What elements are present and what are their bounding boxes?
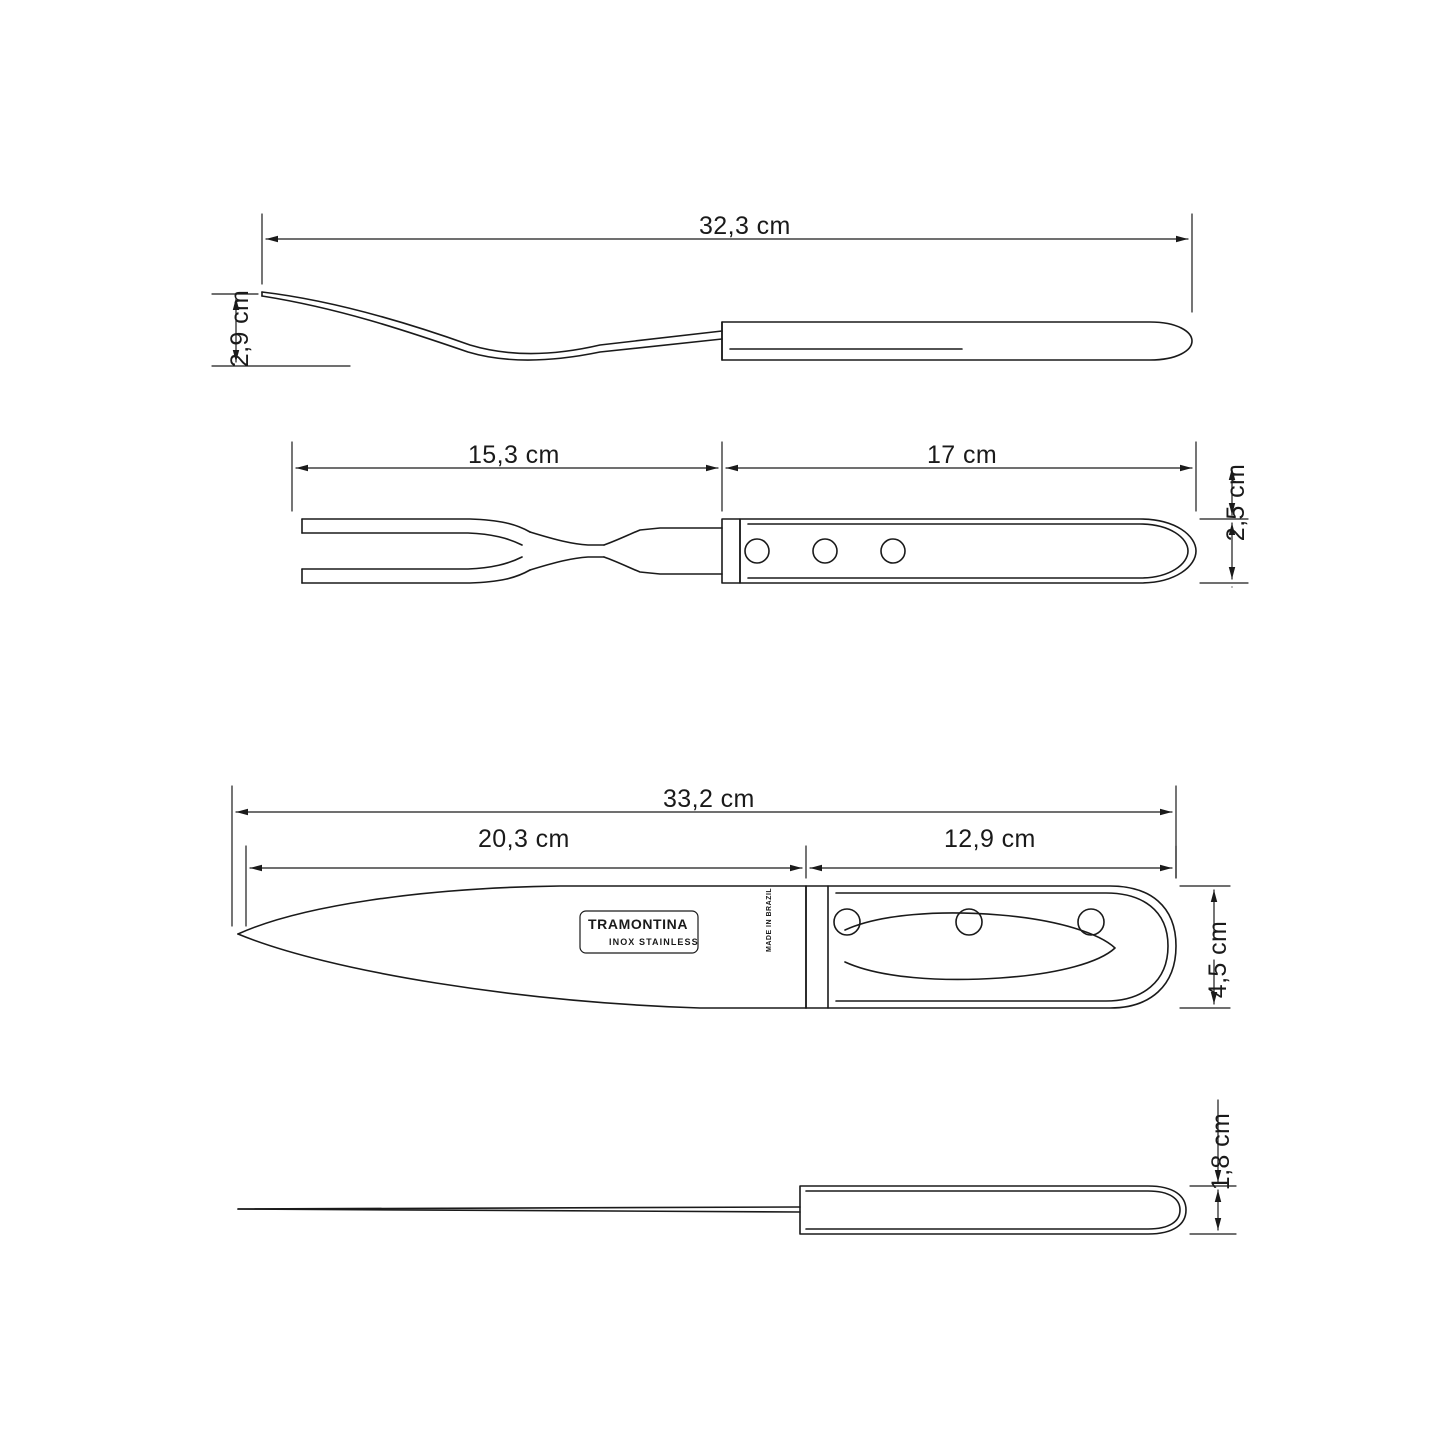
knife-total-length-label: 33,2 cm	[663, 785, 755, 813]
fork-handle-length-label: 17 cm	[927, 441, 998, 469]
knife-side-view-geometry	[238, 886, 1176, 1008]
blade-brand-label: TRAMONTINA	[588, 916, 689, 932]
fork-top-view-dimension-lines	[292, 442, 1248, 587]
knife-blade-length-label: 20,3 cm	[478, 825, 570, 853]
knife-handle-length-label: 12,9 cm	[944, 825, 1036, 853]
fork-side-height-label: 2,9 cm	[226, 289, 255, 368]
blade-brand-sub-label: INOX STAINLESS	[609, 937, 699, 947]
knife-edge-view-geometry	[238, 1186, 1186, 1234]
fork-tine-length-label: 15,3 cm	[468, 441, 560, 469]
knife-blade-height-label: 4,5 cm	[1204, 920, 1233, 999]
blade-origin-label: MADE IN BRAZIL	[766, 887, 773, 952]
fork-total-length-label: 32,3 cm	[699, 212, 791, 240]
knife-side-view-dimension-lines	[232, 786, 1230, 1008]
knife-handle-thickness-label: 1,8 cm	[1207, 1112, 1236, 1191]
fork-handle-width-label: 2,5 cm	[1222, 463, 1251, 542]
fork-top-view-geometry	[302, 519, 1196, 583]
fork-side-view-geometry	[262, 292, 1192, 360]
